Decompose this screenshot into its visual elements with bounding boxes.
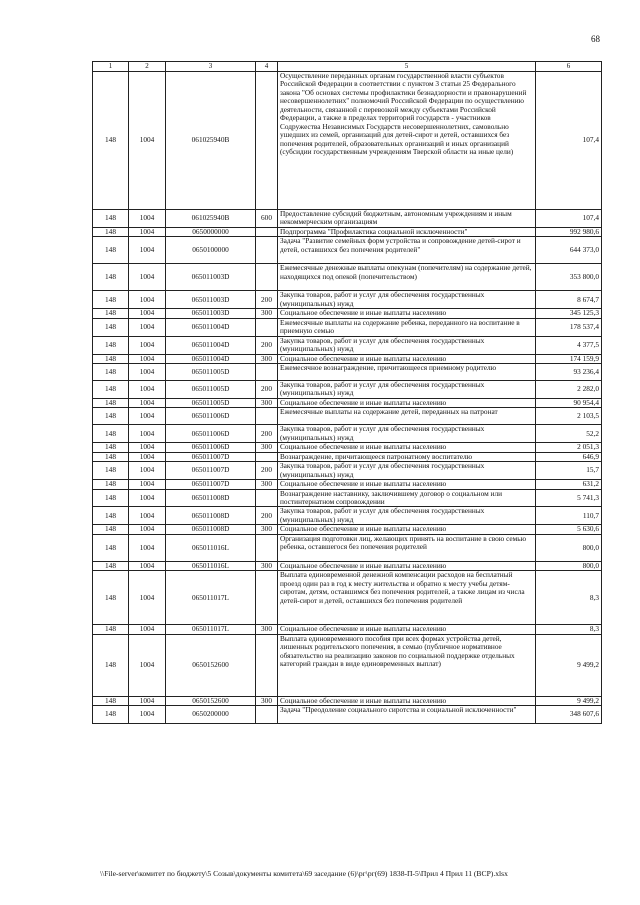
row-col-2: 1004	[129, 363, 166, 380]
row-description: Ежемесячные денежные выплаты опекунам (попечителям) на содержание детей, находящихся под опекой (попечительством)	[278, 264, 536, 291]
header-col-5: 5	[278, 62, 536, 72]
row-col-4: 200	[256, 462, 278, 480]
row-col-3: 065011004D	[166, 318, 256, 336]
table-row	[93, 696, 602, 705]
table-row	[93, 489, 602, 507]
row-description: Закупка товаров, работ и услуг для обеспечения государственных (муниципальных) нужд	[278, 507, 536, 525]
table-body	[93, 72, 602, 724]
row-amount: 345 125,3	[536, 309, 602, 318]
row-col-4	[256, 227, 278, 236]
page-number: 68	[591, 34, 600, 44]
row-col-4	[256, 408, 278, 425]
table-row	[93, 706, 602, 724]
row-amount: 174 159,9	[536, 354, 602, 363]
row-description: Вознаграждение, причитающееся патронатному воспитателю	[278, 452, 536, 461]
row-amount: 631,2	[536, 480, 602, 489]
table-row	[93, 480, 602, 489]
row-amount: 8,3	[536, 625, 602, 634]
row-col-2: 1004	[129, 227, 166, 236]
row-col-4: 300	[256, 525, 278, 534]
row-description: Социальное обеспечение и иные выплаты населению	[278, 525, 536, 534]
table-row	[93, 571, 602, 625]
row-col-1: 148	[93, 696, 129, 705]
row-amount: 353 800,0	[536, 264, 602, 291]
row-amount: 110,7	[536, 507, 602, 525]
row-amount: 800,0	[536, 561, 602, 570]
row-col-1: 148	[93, 237, 129, 264]
row-col-1: 148	[93, 443, 129, 452]
row-amount: 107,4	[536, 210, 602, 228]
row-amount: 107,4	[536, 72, 602, 210]
table-row	[93, 625, 602, 634]
row-col-2: 1004	[129, 398, 166, 407]
row-col-3: 065011004D	[166, 336, 256, 354]
row-col-4	[256, 534, 278, 561]
row-col-3: 065011008D	[166, 489, 256, 507]
row-col-3: 065011006D	[166, 425, 256, 443]
row-amount: 646,9	[536, 452, 602, 461]
row-col-4	[256, 634, 278, 696]
row-col-4	[256, 72, 278, 210]
row-col-2: 1004	[129, 210, 166, 228]
table-row	[93, 534, 602, 561]
row-col-2: 1004	[129, 72, 166, 210]
row-description: Социальное обеспечение и иные выплаты населению	[278, 354, 536, 363]
row-col-3: 065011005D	[166, 363, 256, 380]
row-col-2: 1004	[129, 237, 166, 264]
row-col-1: 148	[93, 380, 129, 398]
row-amount: 992 980,6	[536, 227, 602, 236]
row-description: Социальное обеспечение и иные выплаты населению	[278, 443, 536, 452]
row-amount: 8,3	[536, 571, 602, 625]
row-col-1: 148	[93, 706, 129, 724]
row-col-2: 1004	[129, 452, 166, 461]
row-col-3: 0650152600	[166, 696, 256, 705]
header-col-2: 2	[129, 62, 166, 72]
row-col-3: 061025940В	[166, 72, 256, 210]
row-description: Вознаграждение наставнику, заключившему договор о социальном или постинтернатном сопровождении	[278, 489, 536, 507]
row-col-4: 200	[256, 425, 278, 443]
row-description: Задача "Развитие семейных форм устройства и сопровождение детей-сирот и детей, оставшихся без попечения родителей"	[278, 237, 536, 264]
row-col-2: 1004	[129, 571, 166, 625]
row-col-1: 148	[93, 318, 129, 336]
row-col-1: 148	[93, 625, 129, 634]
row-col-2: 1004	[129, 408, 166, 425]
row-col-3: 065011008D	[166, 525, 256, 534]
row-col-1: 148	[93, 571, 129, 625]
row-col-1: 148	[93, 462, 129, 480]
row-col-4	[256, 237, 278, 264]
row-amount: 52,2	[536, 425, 602, 443]
row-col-1: 148	[93, 452, 129, 461]
row-col-3: 065011008D	[166, 507, 256, 525]
row-col-1: 148	[93, 425, 129, 443]
row-col-2: 1004	[129, 425, 166, 443]
header-col-1: 1	[93, 62, 129, 72]
row-col-1: 148	[93, 534, 129, 561]
row-col-3: 065011007D	[166, 480, 256, 489]
row-col-3: 065011003D	[166, 291, 256, 309]
row-col-4: 200	[256, 291, 278, 309]
row-description: Социальное обеспечение и иные выплаты населению	[278, 480, 536, 489]
table-row	[93, 507, 602, 525]
row-col-2: 1004	[129, 318, 166, 336]
footer-file-path: \\File-server\комитет по бюджету\5 Созыв\документы комитета\69 заседание (6)\рг\рг(69) 1838-П-5\Прил 4 Прил 11 (ВСР).xlsx	[100, 869, 508, 878]
table-row	[93, 354, 602, 363]
row-description: Закупка товаров, работ и услуг для обеспечения государственных (муниципальных) нужд	[278, 336, 536, 354]
row-description: Закупка товаров, работ и услуг для обеспечения государственных (муниципальных) нужд	[278, 380, 536, 398]
row-col-3: 0650000000	[166, 227, 256, 236]
row-col-3: 065011003D	[166, 264, 256, 291]
table-row	[93, 72, 602, 210]
row-description: Организация подготовки лиц, желающих принять на воспитание в свою семью ребенка, оставшегося без попечения родителей	[278, 534, 536, 561]
row-col-1: 148	[93, 525, 129, 534]
row-col-3: 065011007D	[166, 452, 256, 461]
row-col-4: 600	[256, 210, 278, 228]
row-description: Социальное обеспечение и иные выплаты населению	[278, 561, 536, 570]
table-row	[93, 462, 602, 480]
table-row	[93, 425, 602, 443]
table-row	[93, 227, 602, 236]
table-row	[93, 237, 602, 264]
row-col-2: 1004	[129, 443, 166, 452]
row-col-2: 1004	[129, 507, 166, 525]
row-col-2: 1004	[129, 561, 166, 570]
row-col-4: 300	[256, 480, 278, 489]
row-col-3: 0650152600	[166, 634, 256, 696]
row-description: Социальное обеспечение и иные выплаты населению	[278, 696, 536, 705]
row-col-3: 065011007D	[166, 462, 256, 480]
row-description: Осуществление переданных органам государственной власти субъектов Российской Федерации в соответствии с пунктом 3 статьи 25 Федерального закона "Об основах системы профилактики безнадзорности и правонарушений несовершеннолетних" полномочий Российской Федерации по осуществлению деятельности, связанной с перевозкой между субъектами Российской Федерации, а также в пределах территорий государств - участников Содружества Независимых Государств несовершеннолетних, самовольно ушедших из семей, организаций для детей-сирот и детей, оставшихся без попечения родителей, образовательных организаций и иных организаций (субсидии государственным учреждениям Тверской области на иные цели)	[278, 72, 536, 210]
row-col-1: 148	[93, 489, 129, 507]
row-col-3: 0650100000	[166, 237, 256, 264]
row-col-2: 1004	[129, 534, 166, 561]
row-description: Закупка товаров, работ и услуг для обеспечения государственных (муниципальных) нужд	[278, 291, 536, 309]
table-row	[93, 525, 602, 534]
row-amount: 4 377,5	[536, 336, 602, 354]
row-amount: 348 607,6	[536, 706, 602, 724]
row-col-1: 148	[93, 227, 129, 236]
row-col-4: 200	[256, 336, 278, 354]
row-col-4	[256, 363, 278, 380]
row-col-1: 148	[93, 264, 129, 291]
row-description: Ежемесячное вознаграждение, причитающееся приемному родителю	[278, 363, 536, 380]
row-col-4: 300	[256, 309, 278, 318]
row-description: Задача "Преодоление социального сиротства и социальной исключенности"	[278, 706, 536, 724]
row-description: Закупка товаров, работ и услуг для обеспечения государственных (муниципальных) нужд	[278, 462, 536, 480]
row-col-2: 1004	[129, 480, 166, 489]
row-col-4: 300	[256, 443, 278, 452]
row-col-1: 148	[93, 480, 129, 489]
row-amount: 5 630,6	[536, 525, 602, 534]
table-row	[93, 408, 602, 425]
row-col-1: 148	[93, 309, 129, 318]
table-row	[93, 264, 602, 291]
row-col-4	[256, 706, 278, 724]
row-col-1: 148	[93, 336, 129, 354]
row-col-3: 065011005D	[166, 398, 256, 407]
row-col-1: 148	[93, 408, 129, 425]
row-col-4: 300	[256, 561, 278, 570]
row-amount: 644 373,0	[536, 237, 602, 264]
row-col-2: 1004	[129, 354, 166, 363]
row-col-3: 065011006D	[166, 443, 256, 452]
row-col-2: 1004	[129, 489, 166, 507]
row-amount: 9 499,2	[536, 696, 602, 705]
row-col-2: 1004	[129, 525, 166, 534]
row-description: Социальное обеспечение и иные выплаты населению	[278, 309, 536, 318]
row-col-2: 1004	[129, 462, 166, 480]
row-description: Закупка товаров, работ и услуг для обеспечения государственных (муниципальных) нужд	[278, 425, 536, 443]
row-col-1: 148	[93, 354, 129, 363]
row-col-2: 1004	[129, 625, 166, 634]
row-col-1: 148	[93, 634, 129, 696]
row-amount: 9 499,2	[536, 634, 602, 696]
table-row	[93, 452, 602, 461]
header-row	[93, 62, 602, 72]
row-col-3: 061025940В	[166, 210, 256, 228]
row-col-1: 148	[93, 72, 129, 210]
row-col-2: 1004	[129, 696, 166, 705]
row-amount: 800,0	[536, 534, 602, 561]
header-col-4: 4	[256, 62, 278, 72]
row-col-4	[256, 452, 278, 461]
row-col-2: 1004	[129, 309, 166, 318]
row-col-3: 0650200000	[166, 706, 256, 724]
table-row	[93, 210, 602, 228]
row-description: Ежемесячные выплаты на содержание ребенка, переданного на воспитание в приемную семью	[278, 318, 536, 336]
table-row	[93, 380, 602, 398]
row-col-4	[256, 489, 278, 507]
row-col-4: 300	[256, 398, 278, 407]
row-amount: 2 282,0	[536, 380, 602, 398]
table-row	[93, 443, 602, 452]
row-col-2: 1004	[129, 380, 166, 398]
row-col-1: 148	[93, 561, 129, 570]
row-amount: 5 741,3	[536, 489, 602, 507]
row-col-4	[256, 264, 278, 291]
row-col-3: 065011005D	[166, 380, 256, 398]
row-amount: 90 954,4	[536, 398, 602, 407]
row-col-4: 200	[256, 380, 278, 398]
row-col-1: 148	[93, 398, 129, 407]
row-col-2: 1004	[129, 706, 166, 724]
row-amount: 178 537,4	[536, 318, 602, 336]
row-col-3: 065011004D	[166, 354, 256, 363]
row-col-4	[256, 571, 278, 625]
table-row	[93, 561, 602, 570]
row-col-4: 300	[256, 354, 278, 363]
table-row	[93, 634, 602, 696]
table-row	[93, 309, 602, 318]
row-amount: 93 236,4	[536, 363, 602, 380]
table-row	[93, 363, 602, 380]
row-col-1: 148	[93, 291, 129, 309]
table-row	[93, 336, 602, 354]
row-col-2: 1004	[129, 634, 166, 696]
row-col-4: 300	[256, 625, 278, 634]
row-description: Предоставление субсидий бюджетным, автономным учреждениям и иным некоммерческим организациям	[278, 210, 536, 228]
row-col-4: 200	[256, 507, 278, 525]
row-col-3: 065011006D	[166, 408, 256, 425]
row-col-3: 065011017L	[166, 625, 256, 634]
row-col-2: 1004	[129, 291, 166, 309]
row-description: Социальное обеспечение и иные выплаты населению	[278, 625, 536, 634]
row-col-2: 1004	[129, 264, 166, 291]
row-col-3: 065011016L	[166, 534, 256, 561]
header-col-3: 3	[166, 62, 256, 72]
budget-table	[92, 61, 602, 724]
row-col-1: 148	[93, 363, 129, 380]
table-row	[93, 398, 602, 407]
table-row	[93, 318, 602, 336]
row-description: Подпрограмма "Профилактика социальной исключенности"	[278, 227, 536, 236]
row-col-1: 148	[93, 210, 129, 228]
table-row	[93, 291, 602, 309]
row-amount: 2 051,3	[536, 443, 602, 452]
row-col-2: 1004	[129, 336, 166, 354]
row-amount: 2 103,5	[536, 408, 602, 425]
header-col-6: 6	[536, 62, 602, 72]
row-amount: 8 674,7	[536, 291, 602, 309]
row-col-3: 065011016L	[166, 561, 256, 570]
row-description: Ежемесячные выплаты на содержание детей, переданных на патронат	[278, 408, 536, 425]
row-description: Выплата единовременного пособия при всех формах устройства детей, лишенных родительского попечения, в семью (публичное нормативное обязательство на реализацию законов по социальной поддержке отдельных категорий граждан в виде единовременных выплат)	[278, 634, 536, 696]
row-amount: 15,7	[536, 462, 602, 480]
row-col-1: 148	[93, 507, 129, 525]
row-description: Социальное обеспечение и иные выплаты населению	[278, 398, 536, 407]
row-col-4	[256, 318, 278, 336]
row-col-3: 065011017L	[166, 571, 256, 625]
row-col-4: 300	[256, 696, 278, 705]
row-description: Выплата единовременной денежной компенсации расходов на бесплатный проезд один раз в год к месту жительства и обратно к месту учебы детям-сиротам, детям, оставшимся без попечения родителей, а также лицам из числа детей-сирот и детей, оставшихся без попечения родителей	[278, 571, 536, 625]
row-col-3: 065011003D	[166, 309, 256, 318]
